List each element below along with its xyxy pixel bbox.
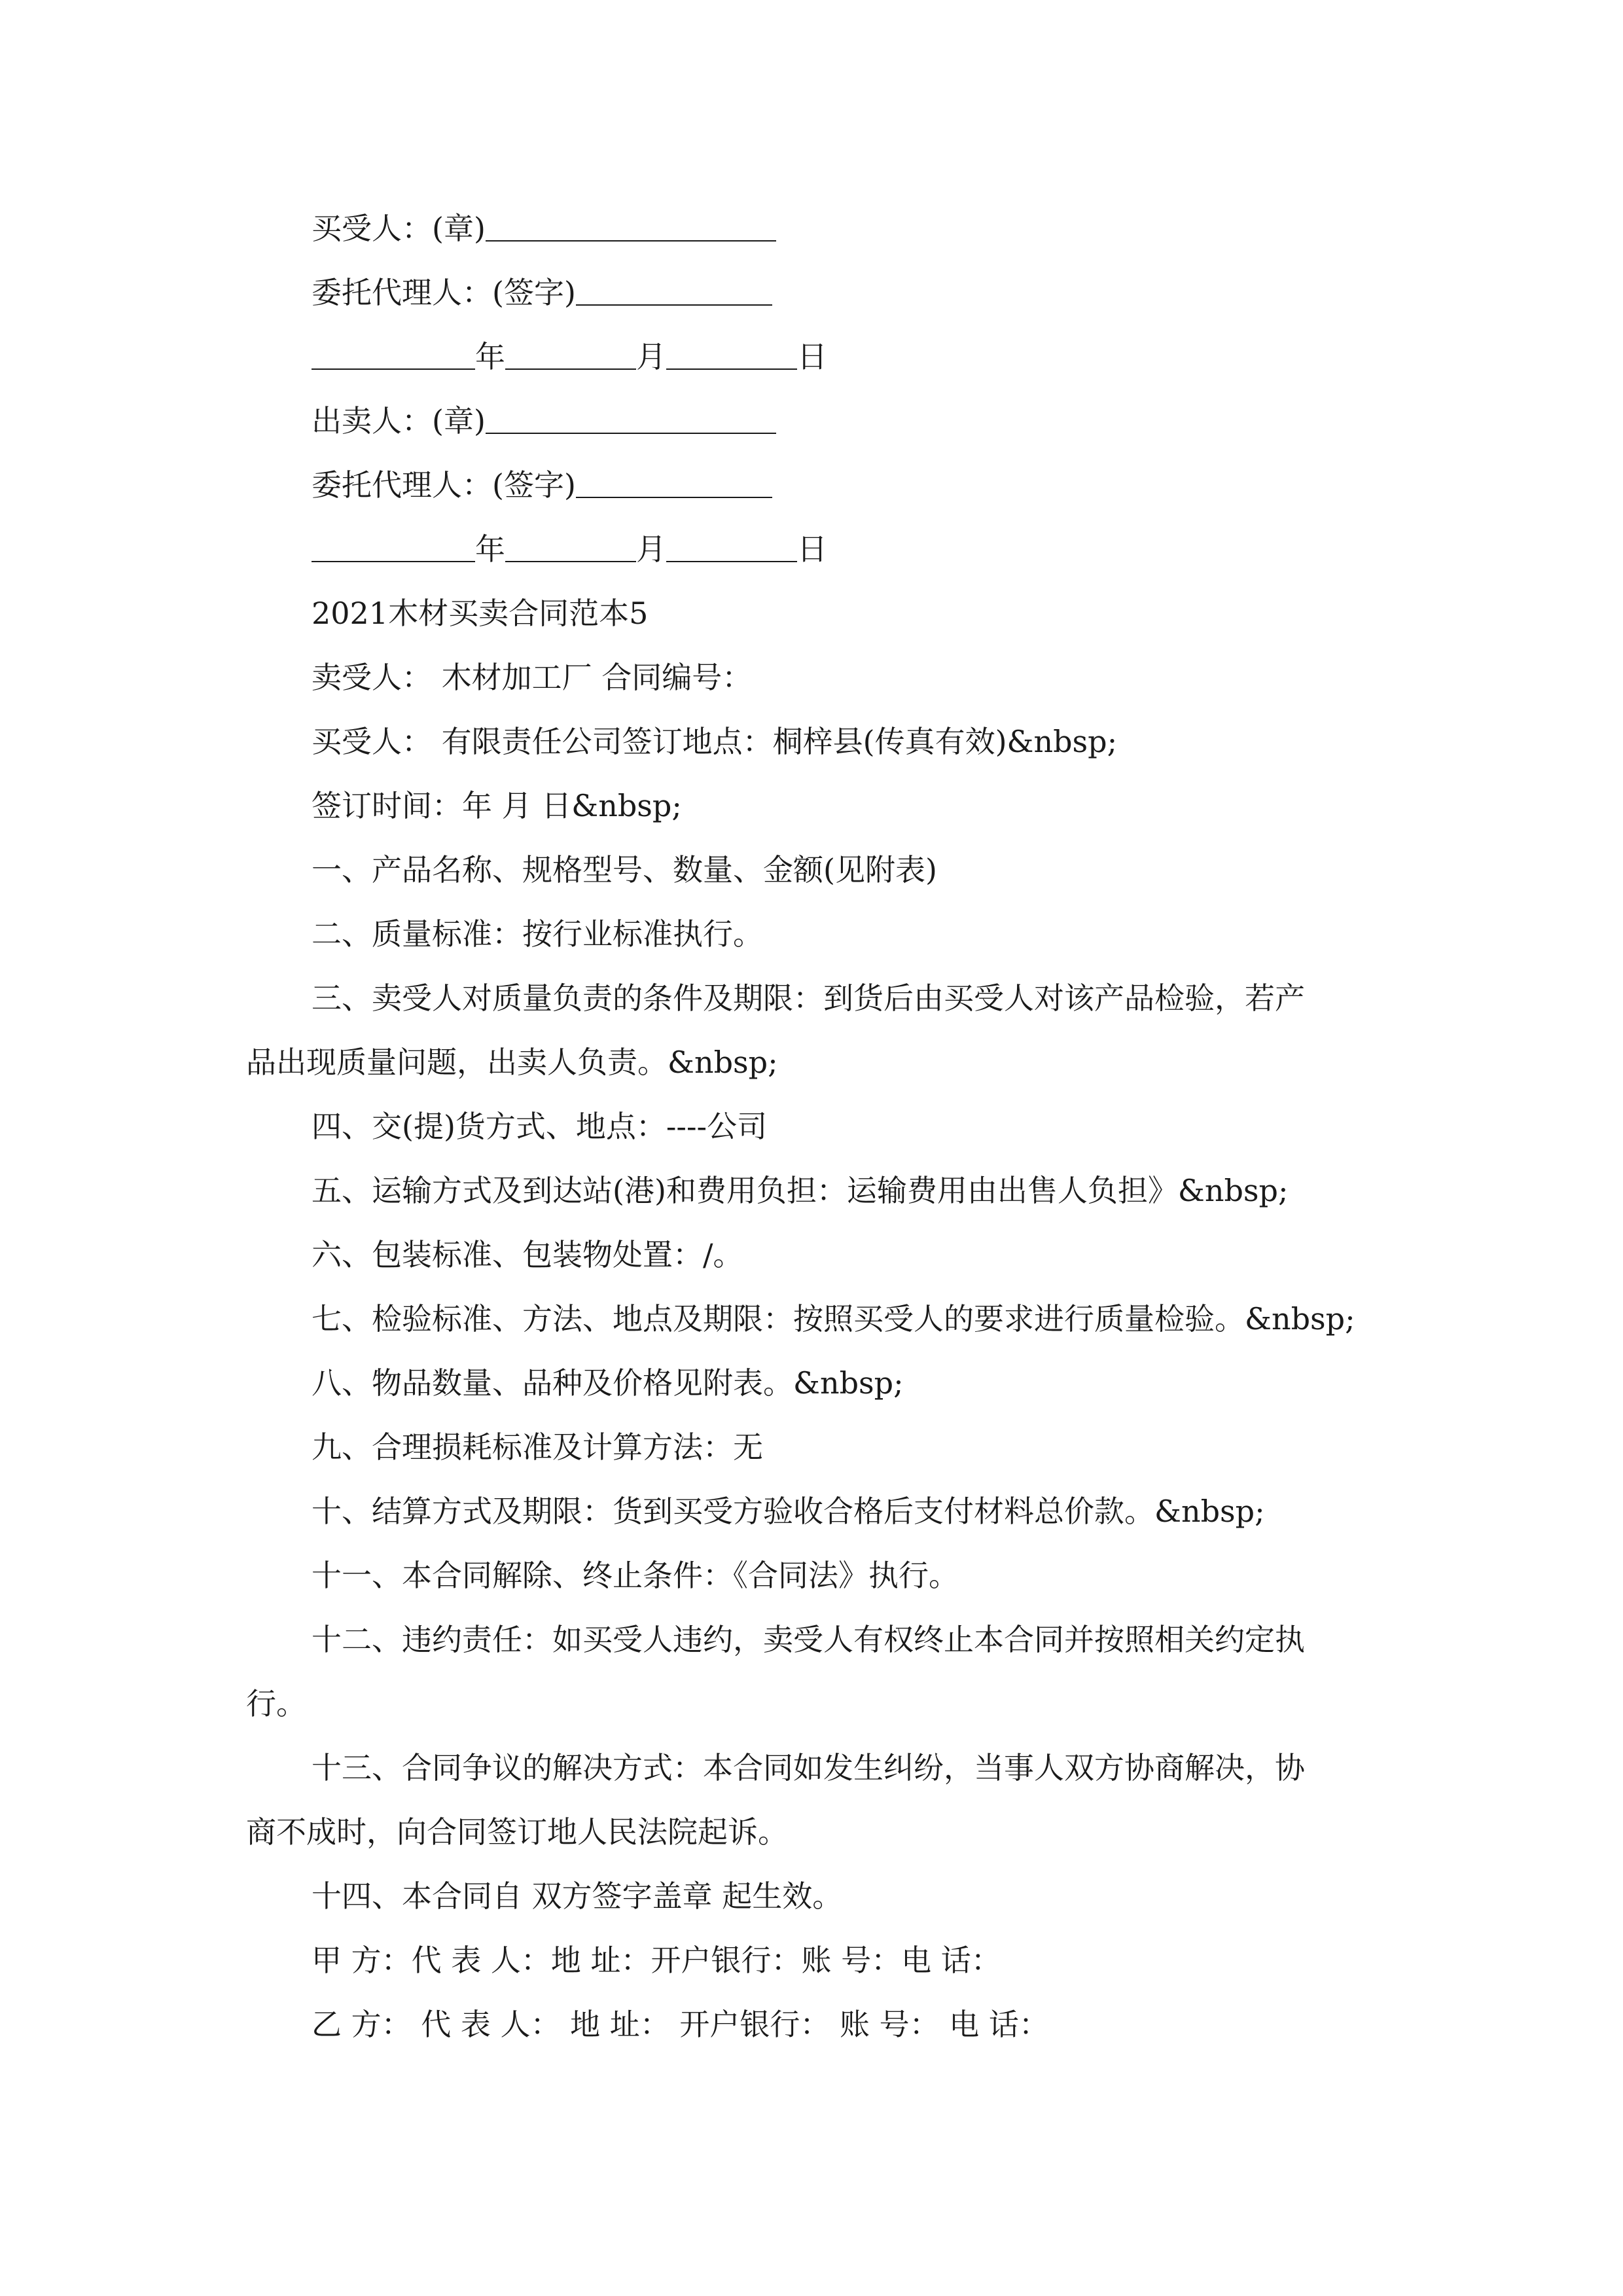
contract-title: 2021木材买卖合同范本5 — [312, 596, 649, 631]
party-a-line: 甲 方：代 表 人：地 址：开户银行：账 号：电 话： — [312, 1943, 1001, 1978]
clause-12: 十二、违约责任：如买受人违约，卖受人有权终止本合同并按照相关约定执 — [312, 1622, 1305, 1657]
seller-agent-blank — [576, 471, 772, 498]
clause-13: 十三、合同争议的解决方式：本合同如发生纠纷，当事人双方协商解决，协 — [312, 1750, 1305, 1785]
clause-3: 三、卖受人对质量负责的条件及期限：到货后由买受人对该产品检验，若产 — [312, 980, 1305, 1016]
buyer-date-line — [0, 325, 1623, 389]
seller-signature-line — [0, 389, 1623, 453]
seller-agent-line — [0, 453, 1623, 517]
clause-11: 十一、本合同解除、终止条件：《合同法》执行。 — [312, 1558, 959, 1593]
signing-date-line: 签订时间：年 月 日&nbsp; — [312, 788, 682, 823]
seller-signature-blank — [486, 406, 776, 434]
year-label: 年 — [475, 339, 505, 374]
clause-10: 十、结算方式及期限：货到买受方验收合格后支付材料总价款。&nbsp; — [312, 1494, 1265, 1529]
clause-13-continued: 商不成时，向合同签订地人民法院起诉。 — [246, 1814, 788, 1850]
clause-2: 二、质量标准：按行业标准执行。 — [312, 916, 763, 952]
clause-12-continued: 行。 — [246, 1686, 306, 1721]
month-blank — [505, 535, 636, 562]
day-blank — [666, 535, 797, 562]
clause-8: 八、物品数量、品种及价格见附表。&nbsp; — [312, 1365, 904, 1401]
clause-6: 六、包装标准、包装物处置：/。 — [312, 1237, 743, 1272]
month-label: 月 — [636, 531, 666, 567]
day-label: 日 — [797, 531, 827, 567]
clause-1: 一、产品名称、规格型号、数量、金额(见附表) — [312, 852, 937, 888]
seller-date-line — [0, 517, 1623, 581]
clause-4: 四、交(提)货方式、地点：----公司 — [312, 1109, 768, 1144]
clause-5: 五、运输方式及到达站(港)和费用负担：运输费用由出售人负担》&nbsp; — [312, 1173, 1289, 1208]
buyer-signature-line — [0, 196, 1623, 260]
day-blank — [666, 342, 797, 370]
buyer-agent-blank — [576, 278, 772, 306]
clause-7: 七、检验标准、方法、地点及期限：按照买受人的要求进行质量检验。&nbsp; — [312, 1301, 1355, 1336]
buyer-agent-label: 委托代理人：(签字) — [312, 275, 576, 310]
buyer-label: 买受人：(章) — [312, 211, 486, 246]
buyer-signature-blank — [486, 214, 776, 242]
clause-3-continued: 品出现质量问题，出卖人负责。&nbsp; — [246, 1045, 778, 1080]
year-blank — [312, 342, 475, 370]
month-label: 月 — [636, 339, 666, 374]
clause-14: 十四、本合同自 双方签字盖章 起生效。 — [312, 1878, 843, 1914]
month-blank — [505, 342, 636, 370]
buyer-agent-line — [0, 260, 1623, 325]
clause-9: 九、合理损耗标准及计算方法：无 — [312, 1429, 763, 1465]
seller-header-line: 卖受人： 木材加工厂 合同编号： — [312, 660, 753, 695]
seller-label: 出卖人：(章) — [312, 403, 486, 439]
buyer-header-line: 买受人： 有限责任公司签订地点：桐梓县(传真有效)&nbsp; — [312, 724, 1118, 759]
seller-agent-label: 委托代理人：(签字) — [312, 467, 576, 503]
year-label: 年 — [475, 531, 505, 567]
day-label: 日 — [797, 339, 827, 374]
party-b-line: 乙 方： 代 表 人： 地 址： 开户银行： 账 号： 电 话： — [312, 2007, 1049, 2042]
year-blank — [312, 535, 475, 562]
